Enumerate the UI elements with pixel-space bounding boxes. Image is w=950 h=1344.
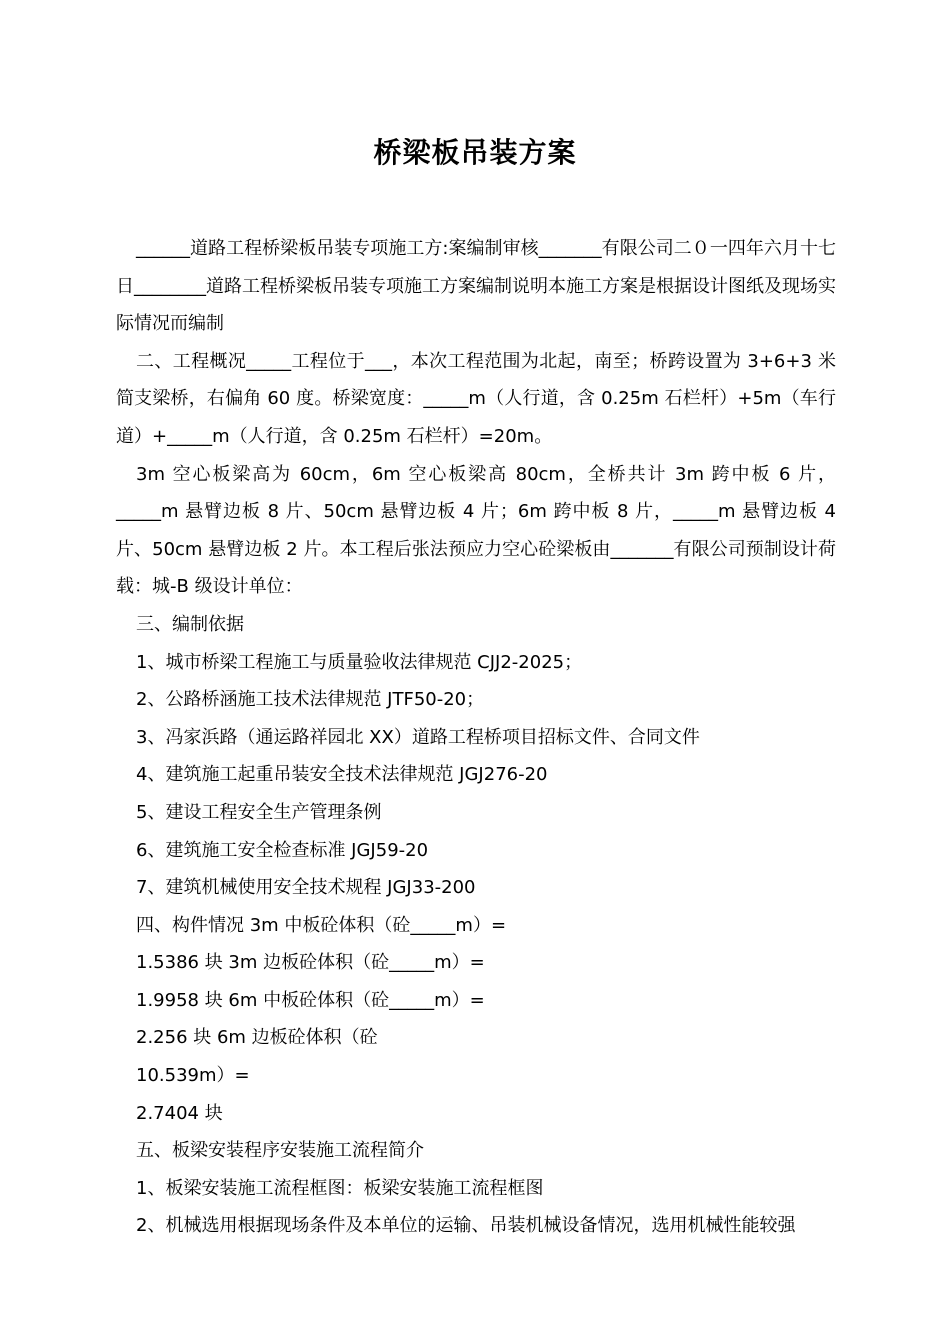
component-line-1: 1.5386 块 3m 边板砼体积（砼_____m）= — [136, 952, 485, 974]
list-item-basis-3: 3、冯家浜路（通运路祥园北 XX）道路工程桥项目招标文件、合同文件 — [136, 726, 700, 748]
component-line-2: 1.9958 块 6m 中板砼体积（砼_____m）= — [136, 989, 485, 1011]
paragraph-intro: ______道路工程桥梁板吊装专项施工方:案编制审核_______有限公司二０一四年六月十七日________道路工程桥梁板吊装专项施工方案编制说明本施工方案是根据设计图纸及现场实际情况而编制 — [116, 238, 836, 335]
component-line-3: 2.256 块 6m 边板砼体积（砼 — [136, 1027, 378, 1049]
paragraph-hollow-slab: 3m 空心板梁高为 60cm，6m 空心板梁高 80cm，全桥共计 3m 跨中板 6 片，_____m 悬臂边板 8 片、50cm 悬臂边板 4 片；6m 跨中板 8 片，_____m 悬臂边板 4 片、50cm 悬臂边板 2 片。本工程后张法预应力空心砼梁板由_______有限公司预制设计荷载：城-B 级设计单位： — [116, 463, 836, 598]
component-line-4: 10.539m）= — [136, 1065, 250, 1087]
section-heading-components: 四、构件情况 3m 中板砼体积（砼_____m）= — [136, 914, 507, 936]
section-heading-basis: 三、编制依据 — [136, 613, 244, 635]
component-line-5: 2.7404 块 — [136, 1102, 223, 1124]
list-item-basis-1: 1、城市桥梁工程施工与质量验收法律规范 CJJ2-2025； — [136, 651, 583, 673]
list-item-basis-4: 4、建筑施工起重吊装安全技术法律规范 JGJ276-20 — [136, 764, 548, 786]
document-title: 桥梁板吊装方案 — [373, 136, 577, 169]
document-body — [116, 230, 836, 1245]
paragraph-project-overview: 二、工程概况_____工程位于___，本次工程范围为北起，南至；桥跨设置为 3+6+3 米简支梁桥，右偏角 60 度。桥梁宽度：_____m（人行道，含 0.25m 石栏杆）+5m（车行道）+_____m（人行道，含 0.25m 石栏杆）=20m。 — [116, 350, 836, 447]
list-item-basis-6: 6、建筑施工安全检查标准 JGJ59-20 — [136, 839, 429, 861]
list-item-basis-5: 5、建设工程安全生产管理条例 — [136, 801, 382, 823]
list-item-installation-2: 2、机械选用根据现场条件及本单位的运输、吊装机械设备情况，选用机械性能较强 — [136, 1215, 796, 1237]
section-heading-installation: 五、板梁安装程序安装施工流程简介 — [136, 1140, 424, 1162]
list-item-installation-1: 1、板梁安装施工流程框图：板梁安装施工流程框图 — [136, 1177, 544, 1199]
list-item-basis-7: 7、建筑机械使用安全技术规程 JGJ33-200 — [136, 877, 476, 899]
list-item-basis-2: 2、公路桥涵施工技术法律规范 JTF50-20； — [136, 689, 485, 711]
